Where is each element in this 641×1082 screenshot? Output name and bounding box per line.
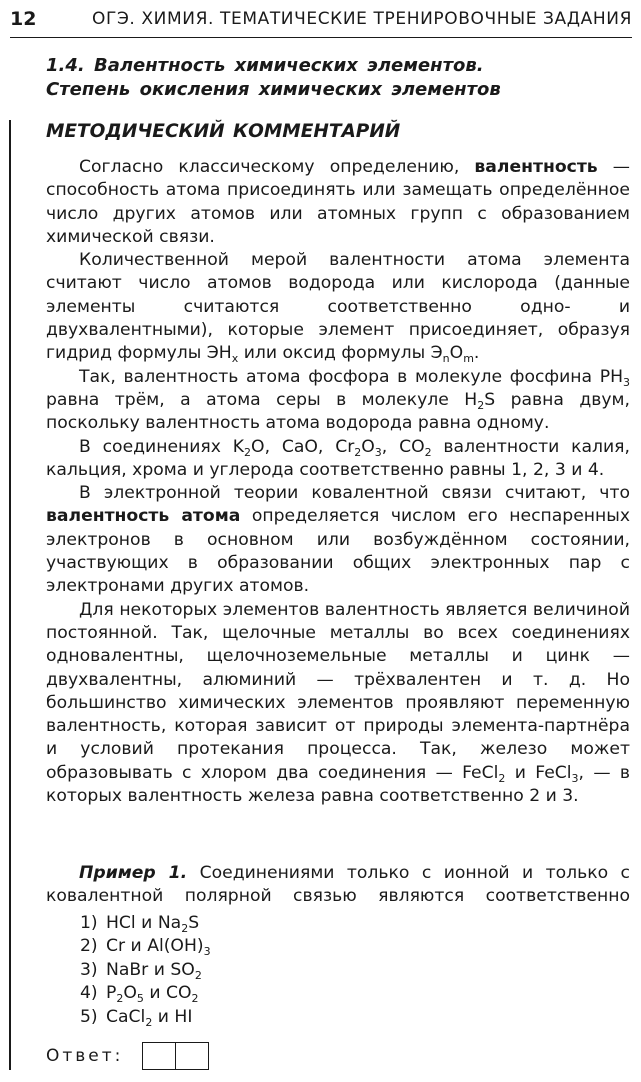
option-1: 1) HCl и $Na_2S$ <box>80 913 200 935</box>
paragraph-2: Количественной мерой валентности атома элемента считают число атомов водорода или кислорода (данные элементы считаются соответственно одно- и двухвалентными), которые элемент присоединяет, образуя гидрид формулы $ЭH_x$ или оксид формулы $Э_nO_m$. <box>46 250 630 366</box>
paragraph-1: Согласно классическому определению, валентность — способность атома присоединять или замещать определённое число других атомов или атомных групп с образованием химической связи. <box>46 157 630 247</box>
option-5: 5) CaCl$_2$ и HI <box>80 1006 193 1029</box>
formula-h2s: $H_2S$ <box>464 389 496 412</box>
example-1 <box>46 862 630 909</box>
paragraph-6: Для некоторых элементов валентность является величиной постоянной. Так, щелочные металлы во всех соединениях одновалентны, щелочноземельные металлы и цинк — двухвалентны, алюминий — трёхвалентен и т. д. Но большинство химических элементов проявляют переменную валентность, которая зависит от природы элемента-партнёра и условий протекания процесса. Так, железо может образовывать с хлором два соединения — FeCl$_2$ и FeCl$_3$, — в которых валентность железа равна соответственно 2 и 3. <box>46 599 630 807</box>
term-valence: валентность <box>474 157 598 177</box>
answer-box-1[interactable] <box>142 1042 176 1070</box>
formula-oxide: $Э_nO_m$ <box>430 343 474 366</box>
formula-k2o: $K_2O$ <box>232 436 265 459</box>
answer-label: Ответ: <box>46 1046 124 1066</box>
option-4: 4) $P_2O_5$ и $CO_2$ <box>80 983 199 1006</box>
formula-fecl2: FeCl$_2$ <box>462 762 506 785</box>
page-header <box>10 4 632 34</box>
answer-options <box>80 912 211 1029</box>
option-3: 3) NaBr и $SO_2$ <box>80 959 202 982</box>
option-2: 2) Cr и $Al(OH)_3$ <box>80 936 211 959</box>
formula-cao: CaO <box>281 436 318 457</box>
section-title-line2: Степень окисления химических элементов <box>46 79 501 100</box>
section-title <box>46 54 626 102</box>
running-title: ОГЭ. ХИМИЯ. ТЕМАТИЧЕСКИЕ ТРЕНИРОВОЧНЫЕ ЗАДАНИЯ <box>92 9 632 29</box>
example-question: Пример 1. Соединениями только с ионной и только с ковалентной полярной связью являются соответственно <box>46 863 630 907</box>
paragraph-4: В соединениях $K_2O$, CaO, $Cr_2O_3$, $CO_2$ валентности калия, кальция, хрома и углерода соответственно равны 1, 2, 3 и 4. <box>46 436 630 480</box>
formula-ph3: $PH_3$ <box>599 366 630 389</box>
page-number: 12 <box>10 8 37 30</box>
formula-cr2o3: $Cr_2O_3$ <box>335 436 382 459</box>
formula-hydride: $ЭH_x$ <box>206 343 239 366</box>
paragraph-3: Так, валентность атома фосфора в молекуле фосфина $PH_3$ равна трём, а атома серы в молекуле $H_2S$ равна двум, поскольку валентность атома водорода равна одному. <box>46 366 630 434</box>
answer-box-2[interactable] <box>175 1042 209 1070</box>
comment-body <box>46 156 630 808</box>
header-rule <box>10 37 632 38</box>
example-label: Пример 1. <box>79 863 188 883</box>
comment-heading: МЕТОДИЧЕСКИЙ КОММЕНТАРИЙ <box>46 121 401 142</box>
formula-fecl3: FeCl$_3$ <box>535 762 579 785</box>
term-atom-valence: валентность атома <box>46 506 241 527</box>
margin-rule <box>9 120 11 1070</box>
section-title-line1: 1.4. Валентность химических элементов. <box>46 55 484 76</box>
paragraph-5: В электронной теории ковалентной связи считают, что валентность атома определяется числом его неспаренных электронов в основном или возбуждённом состоянии, участвующих в образовании общих электронных пар с электронами других атомов. <box>46 483 630 597</box>
formula-co2: $CO_2$ <box>399 436 432 459</box>
